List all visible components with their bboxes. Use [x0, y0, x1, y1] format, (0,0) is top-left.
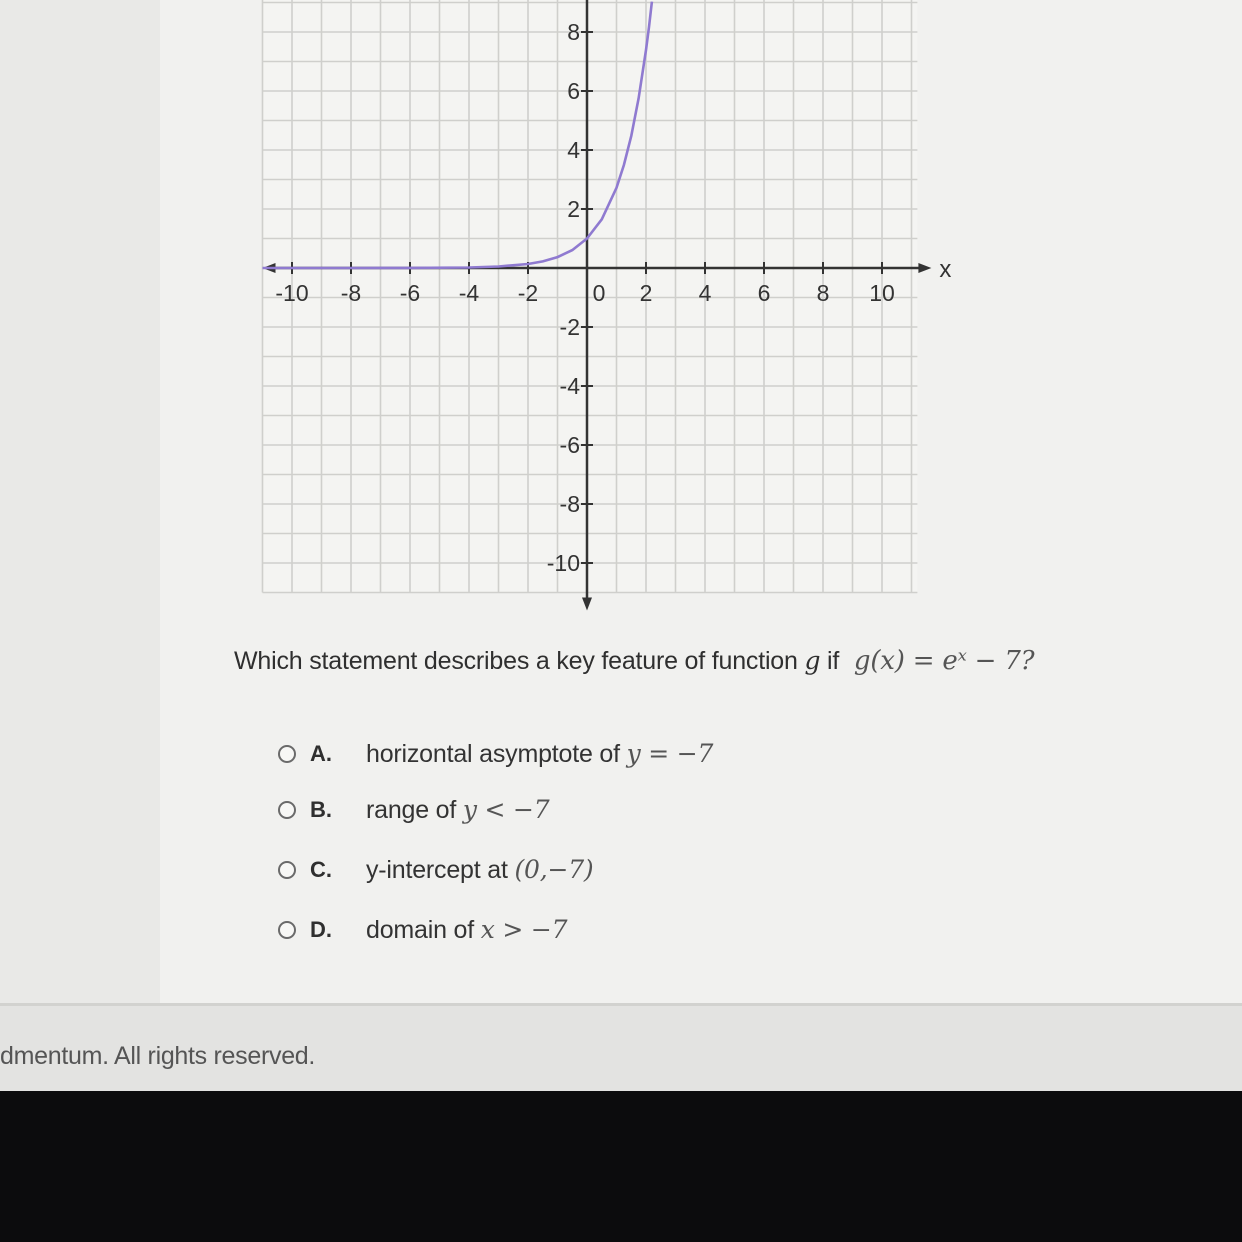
option-c-radio[interactable]	[278, 861, 296, 879]
option-a-text	[366, 739, 713, 769]
option-a-math: y = −7	[626, 739, 714, 768]
y-tick-label: 6	[567, 78, 580, 104]
question-formula: g(x) = eˣ − 7?	[853, 646, 1035, 676]
y-tick-label: -10	[546, 550, 580, 576]
option-a-radio[interactable]	[278, 745, 296, 763]
option-b-radio[interactable]	[278, 801, 296, 819]
option-d[interactable]	[278, 910, 878, 950]
copyright-text: dmentum. All rights reserved.	[0, 1042, 316, 1070]
question-text	[234, 646, 1194, 676]
question-if: if	[827, 647, 840, 675]
x-tick-label: -10	[275, 280, 309, 306]
option-b-text	[366, 795, 550, 825]
x-tick-label: -4	[458, 280, 480, 306]
x-axis-label: x	[939, 256, 952, 283]
y-tick-label: -4	[559, 373, 580, 399]
x-tick-label: -2	[517, 280, 539, 306]
x-axis-right-arrow	[918, 263, 931, 273]
y-tick-label: 2	[567, 196, 580, 222]
x-tick-label: 8	[816, 280, 830, 306]
function-graph	[0, 0, 1242, 620]
monitor-bezel	[0, 1091, 1242, 1242]
x-tick-label: 10	[869, 280, 895, 306]
y-tick-label: 4	[567, 137, 580, 163]
y-tick-label: -2	[559, 314, 580, 340]
x-tick-label: -8	[340, 280, 362, 306]
option-d-math: x > −7	[480, 915, 568, 944]
option-b-letter: B.	[310, 797, 332, 822]
option-d-radio[interactable]	[278, 921, 296, 939]
option-b-label: range of	[366, 796, 457, 824]
y-tick-label: -6	[559, 432, 580, 458]
x-tick-label: 6	[757, 280, 771, 306]
option-c-letter: C.	[310, 857, 332, 882]
option-c-label: y-intercept at	[366, 856, 508, 884]
option-c[interactable]	[278, 850, 878, 890]
option-b[interactable]	[278, 790, 878, 830]
x-tick-label: -6	[399, 280, 421, 306]
option-b-math: y < −7	[462, 795, 550, 824]
option-d-letter: D.	[310, 917, 332, 942]
x-tick-label: 4	[698, 280, 712, 306]
graph-svg	[0, 0, 1242, 620]
option-c-text	[366, 855, 593, 885]
option-a-letter: A.	[310, 741, 332, 766]
option-a[interactable]	[278, 734, 878, 774]
function-name: g	[804, 646, 821, 675]
option-c-math: (0,−7)	[514, 855, 594, 884]
y-tick-label: -8	[559, 491, 580, 517]
question-stem: Which statement describes a key feature of function	[234, 647, 798, 675]
x-tick-label: 0	[592, 280, 606, 306]
option-a-label: horizontal asymptote of	[366, 740, 620, 768]
x-tick-label: 2	[639, 280, 653, 306]
y-tick-label: 8	[567, 19, 580, 45]
option-d-label: domain of	[366, 916, 474, 944]
option-d-text	[366, 915, 567, 945]
y-axis-down-arrow	[582, 598, 592, 611]
